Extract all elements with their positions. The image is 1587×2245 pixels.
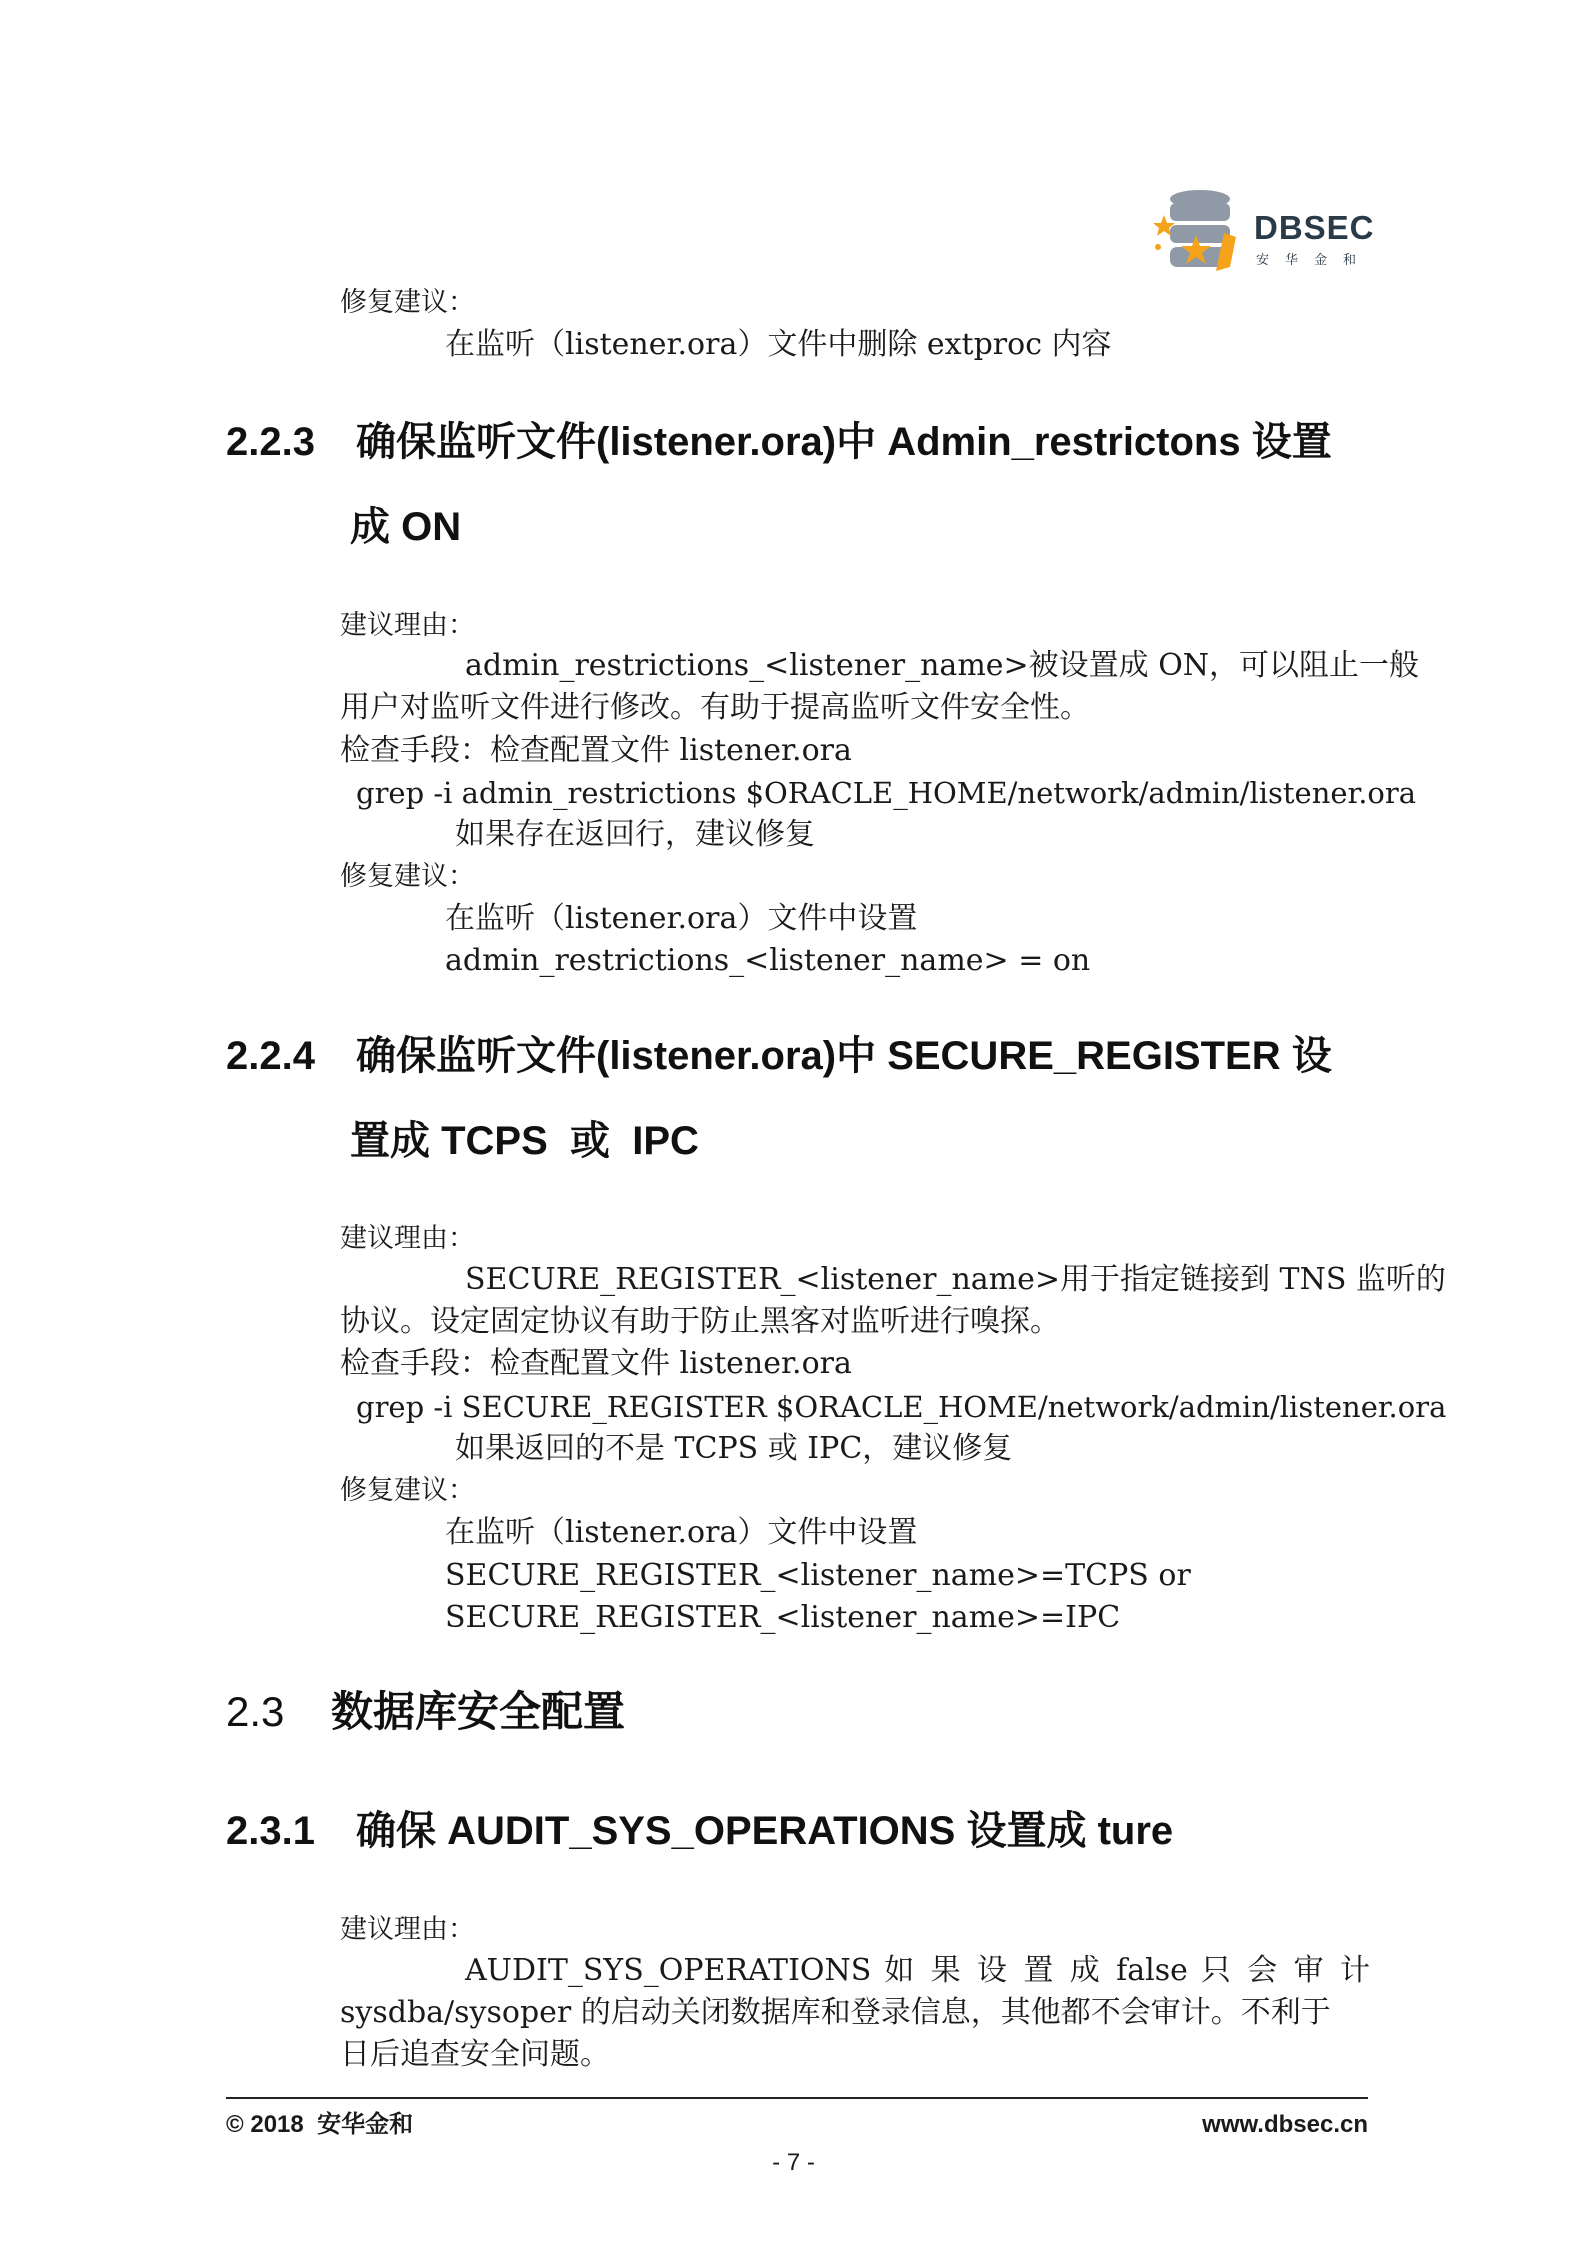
section-heading-2-3 [226,1686,625,1738]
fix-label: 修复建议： [340,1475,475,1506]
page-number: - 7 - [772,2149,815,2176]
footer-copyright: © 2018 安华金和 [226,2111,414,2138]
reason-label: 建议理由： [340,1223,475,1254]
section-title: 数据库安全配置 [331,1688,626,1735]
reason-text: SECURE_REGISTER_<listener_name>用于指定链接到 TNS 监听的 [465,1262,1446,1297]
fix-text: SECURE_REGISTER_<listener_name>=TCPS or [445,1558,1191,1593]
footer-rule [226,2097,1368,2099]
check-command: grep -i SECURE_REGISTER $ORACLE_HOME/network/admin/listener.ora [356,1390,1447,1424]
section-title-continued: 置成 TCPS 或 IPC [350,1119,699,1163]
fix-text: 在监听（listener.ora）文件中设置 [445,1515,918,1550]
header-logo [1150,185,1380,285]
fix-text: 在监听（listener.ora）文件中设置 [445,901,918,936]
reason-text: admin_restrictions_<listener_name>被设置成 ON，可以阻止一般 [465,648,1420,683]
check-condition: 如果返回的不是 TCPS 或 IPC，建议修复 [455,1431,1013,1466]
section-title: 确保监听文件(listener.ora)中 SECURE_REGISTER 设 [356,1034,1332,1078]
fix-text: admin_restrictions_<listener_name> = on [445,943,1091,978]
check-command: grep -i admin_restrictions $ORACLE_HOME/network/admin/listener.ora [356,776,1417,810]
section-number: 2.3.1 [226,1809,315,1853]
logo-subtitle: 安华金和 [1256,253,1373,268]
check-method: 检查手段：检查配置文件 listener.ora [340,1346,852,1381]
reason-label: 建议理由： [340,610,475,641]
section-number: 2.3 [226,1688,285,1735]
section-title: 确保 AUDIT_SYS_OPERATIONS 设置成 ture [356,1809,1174,1853]
fix-label: 修复建议： [340,861,475,892]
reason-text: 日后追查安全问题。 [340,2037,610,2072]
reason-text: 用户对监听文件进行修改。有助于提高监听文件安全性。 [340,690,1090,725]
reason-text: sysdba/sysoper 的启动关闭数据库和登录信息，其他都不会审计。不利于 [340,1995,1331,2030]
section-heading-2-2-4 [226,1031,1332,1081]
section-number: 2.2.4 [226,1034,315,1078]
reason-text: AUDIT_SYS_OPERATIONS 如 果 设 置 成 false 只 会 审 计 [465,1953,1370,1988]
section-number: 2.2.3 [226,420,315,464]
fix-text: 在监听（listener.ora）文件中删除 extproc 内容 [445,327,1112,362]
logo-brand-name: DBSEC [1254,209,1375,246]
reason-text: 协议。设定固定协议有助于防止黑客对监听进行嗅探。 [340,1304,1060,1339]
fix-label: 修复建议： [340,287,475,318]
reason-label: 建议理由： [340,1914,475,1945]
section-heading-2-2-3 [226,417,1332,467]
database-stars-icon [1150,185,1242,281]
check-condition: 如果存在返回行，建议修复 [455,817,815,852]
section-title-continued: 成 ON [350,505,462,549]
footer-website: www.dbsec.cn [1202,2111,1368,2138]
check-method: 检查手段：检查配置文件 listener.ora [340,733,852,768]
section-heading-2-3-1 [226,1806,1173,1856]
fix-text: SECURE_REGISTER_<listener_name>=IPC [445,1600,1121,1635]
section-title: 确保监听文件(listener.ora)中 Admin_restrictons 设置 [356,420,1332,464]
